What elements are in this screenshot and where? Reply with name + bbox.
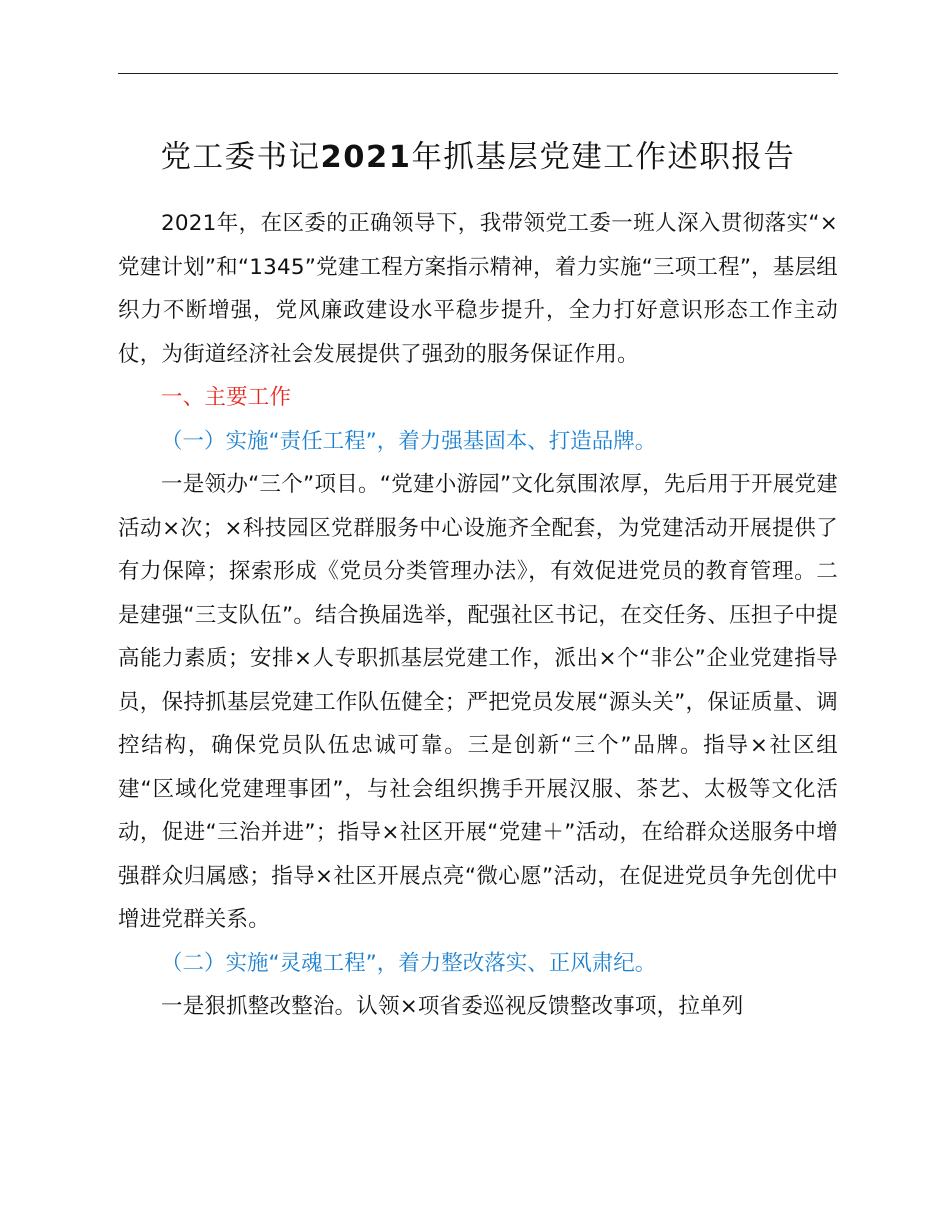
intro-paragraph: 2021年，在区委的正确领导下，我带领党工委一班人深入贯彻落实“×党建计划”和“1345”党建工程方案指示精神，着力实施“三项工程”，基层组织力不断增强，党风廉政建设水平稳步提升，全力打好意识形态工作主动仗，为街道经济社会发展提供了强劲的服务保证作用。 bbox=[118, 211, 838, 367]
subsection-heading-soul: （二）实施“灵魂工程”，着力整改落实、正风肃纪。 bbox=[161, 950, 657, 976]
header-rule bbox=[118, 73, 838, 74]
document-title bbox=[118, 132, 838, 184]
title-prefix: 党工委书记 bbox=[160, 140, 321, 175]
subsection-heading-responsibility: （一）实施“责任工程”，着力强基固本、打造品牌。 bbox=[161, 428, 657, 454]
section-heading-main-work: 一、主要工作 bbox=[161, 385, 292, 410]
title-year: 2021 bbox=[320, 140, 412, 175]
subsection-body-soul: 一是狠抓整改整治。认领×项省委巡视反馈整改事项，拉单列 bbox=[161, 994, 744, 1019]
document-body bbox=[118, 202, 838, 1029]
subsection-body-responsibility: 一是领办“三个”项目。“党建小游园”文化氛围浓厚，先后用于开展党建活动×次；×科技园区党群服务中心设施齐全配套，为党建活动开展提供了有力保障；探索形成《党员分类管理办法》，有效促进党员的教育管理。二是建强“三支队伍”。结合换届选举，配强社区书记，在交任务、压担子中提高能力素质；安排×人专职抓基层党建工作，派出×个“非公”企业党建指导员，保持抓基层党建工作队伍健全；严把党员发展“源头关”，保证质量、调控结构，确保党员队伍忠诚可靠。三是创新“三个”品牌。指导×社区组建“区域化党建理事团”，与社会组织携手开展汉服、茶艺、太极等文化活动，促进“三治并进”；指导×社区开展“党建＋”活动，在给群众送服务中增强群众归属感；指导×社区开展点亮“微心愿”活动，在促进党员争先创优中增进党群关系。 bbox=[118, 472, 838, 932]
title-suffix: 年抓基层党建工作述职报告 bbox=[411, 140, 796, 175]
